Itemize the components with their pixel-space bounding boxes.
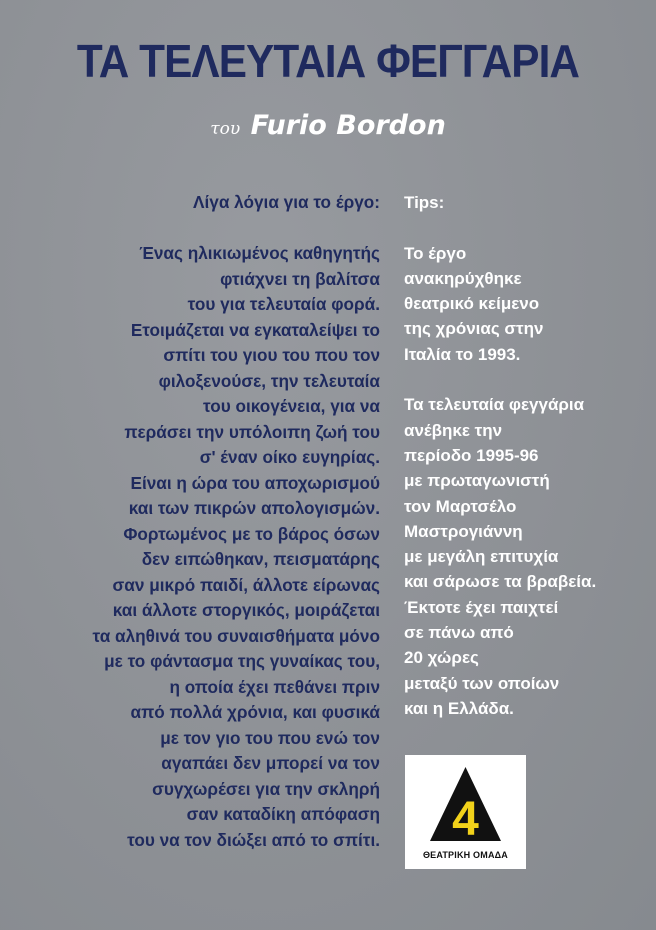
tips-text-line: Έκτοτε έχει παιχτεί <box>404 597 559 617</box>
about-text-line: η οποία έχει πεθάνει πριν <box>169 676 380 697</box>
tips-text-line: ανακηρύχθηκε <box>404 268 522 288</box>
tips-text-line: Τα τελευταία φεγγάρια <box>404 395 585 415</box>
about-text-line: και των πικρών απολογισμών. <box>128 498 380 518</box>
tips-section <box>404 190 654 721</box>
about-text-line: του οικογένεια, για να <box>203 396 380 416</box>
about-text-line: τα αληθινά του συναισθήματα μόνο <box>92 625 380 646</box>
about-text-line: Ένας ηλικιωμένος καθηγητής <box>139 243 380 263</box>
about-text-line: Είναι η ώρα του αποχωρισμού <box>130 472 380 493</box>
tips-text-line: μεταξύ των οποίων <box>404 673 560 693</box>
about-text-line: σπίτι του γιου του που τον <box>163 345 380 365</box>
tips-text-line: ανέβηκε την <box>404 420 503 440</box>
tips-text-line: και σάρωσε τα βραβεία. <box>404 572 597 592</box>
tips-heading: Tips: <box>404 193 445 212</box>
about-text-line: σ' έναν οίκο ευγηρίας. <box>199 447 380 467</box>
about-text-line: και άλλοτε στοργικός, μοιράζεται <box>112 600 380 620</box>
about-text-line: σαν καταδίκη απόφαση <box>186 804 380 824</box>
about-text-line: αγαπάει δεν μπορεί να τον <box>161 753 380 773</box>
tips-text-line: Μαστρογιάννη <box>404 521 523 541</box>
theatre-group-logo <box>405 755 526 869</box>
tips-text-line: 20 χώρες <box>404 648 479 668</box>
tips-text-line: με μεγάλη επιτυχία <box>404 547 559 567</box>
poster-title: ΤΑ ΤΕΛΕΥΤΑΙΑ ΦΕΓΓΑΡΙΑ <box>76 35 580 87</box>
about-text-line: Φορτωμένος με το βάρος όσων <box>123 523 380 544</box>
about-text-line: με τον γιο του που ενώ τον <box>160 727 380 748</box>
tips-text-line: Το έργο <box>404 243 467 263</box>
about-text-line: από πολλά χρόνια, και φυσικά <box>130 702 380 722</box>
author-name: Furio Bordon <box>250 110 446 141</box>
tips-text-line: τον Μαρτσέλο <box>404 496 517 516</box>
about-text-line: φιλοξενούσε, την τελευταία <box>158 370 380 391</box>
about-text-line: Ετοιμάζεται να εγκαταλείψει το <box>130 319 380 340</box>
about-text-line: περάσει την υπόλοιπη ζωή του <box>124 421 380 442</box>
about-text-line: φτιάχνει τη βαλίτσα <box>220 268 380 289</box>
byline-prefix: του <box>210 119 241 139</box>
tips-text-line: της χρόνιας στην <box>404 319 544 339</box>
tips-paragraph-1 <box>404 241 654 367</box>
tips-text-line: Ιταλία το 1993. <box>404 344 521 364</box>
about-text <box>10 241 380 853</box>
about-text-line: του να τον διώξει από το σπίτι. <box>127 829 380 850</box>
about-text-line: με το φάντασμα της γυναίκας του, <box>104 651 380 671</box>
about-text-line: σαν μικρό παιδί, άλλοτε είρωνας <box>112 574 380 595</box>
tips-text-line: θεατρικό κείμενο <box>404 294 540 314</box>
tips-text-line: περίοδο 1995-96 <box>404 445 539 465</box>
logo-caption: ΘΕΑΤΡΙΚΗ ΟΜΑΔΑ <box>422 850 509 860</box>
about-heading: Λίγα λόγια για το έργο: <box>193 192 380 212</box>
tips-text-line: με πρωταγωνιστή <box>404 471 550 491</box>
about-text-line: συγχωρέσει για την σκληρή <box>152 778 380 799</box>
byline <box>0 110 656 141</box>
tips-text-line: και η Ελλάδα. <box>404 698 514 718</box>
triangle-logo-icon <box>405 755 526 850</box>
tips-text-line: σε πάνω από <box>404 623 514 643</box>
tips-paragraph-2 <box>404 392 654 721</box>
about-text-line: του για τελευταία φορά. <box>187 294 380 314</box>
logo-number: 4 <box>452 793 479 846</box>
about-section <box>10 190 380 853</box>
about-text-line: δεν ειπώθηκαν, πεισματάρης <box>141 549 380 569</box>
